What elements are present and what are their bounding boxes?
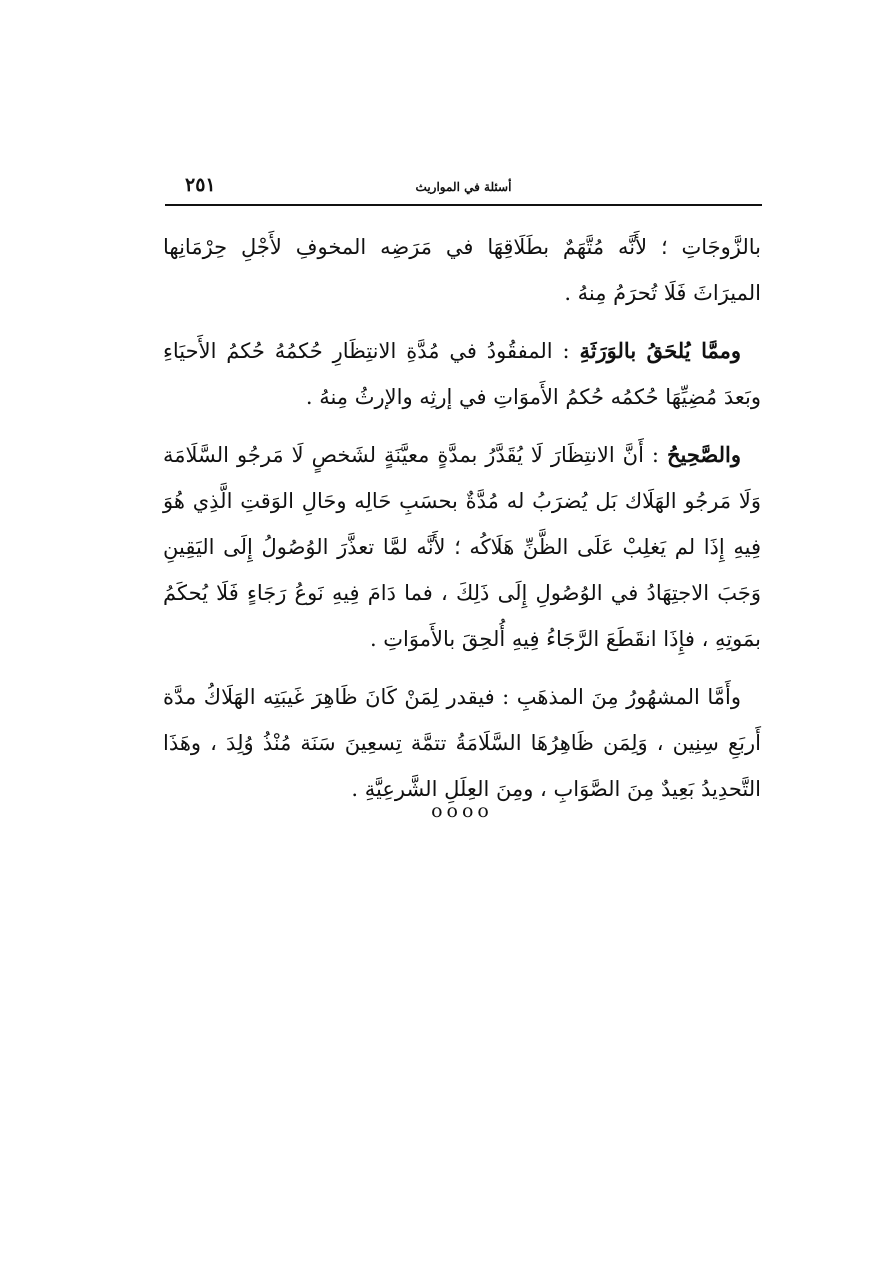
paragraph-3-lead: والصَّحِيحُ (666, 442, 741, 467)
paragraph-2-text: : المفقُودُ في مُدَّةِ الانتِظَارِ حُكمُهُ حُكمُ الأَحيَاءِ وبَعدَ مُضِيِّهَا حُكمُه حُكمُ الأَموَاتِ في إرثِه والإرثُ مِنهُ . (163, 339, 761, 409)
page-number: ٢٥١ (185, 174, 216, 196)
body-text (163, 224, 761, 812)
paragraph-1 (163, 224, 761, 316)
section-end-mark: oooo (431, 800, 493, 822)
paragraph-3-text: : أَنَّ الانتِظَارَ لَا يُقَدَّرُ بمدَّةٍ معيَّنَةٍ لشَخصٍ لَا مَرجُو السَّلَامَة وَلَا مَرجُو الهَلَاك بَل يُضرَبُ له مُدَّةٌ بحسَبِ حَالِه وحَالِ الوَقتِ الَّذِي هُوَ فِيهِ إِذَا لم يَغلِبْ عَلَى الظَّنِّ هَلَاكُه ؛ لأَنَّه لمَّا تعذَّرَ الوُصُولُ إِلَى اليَقِينِ وَجَبَ الاجتِهَادُ في الوُصُولِ إِلَى ذَلِكَ ، فما دَامَ فِيهِ نَوعُ رَجَاءٍ فَلَا يُحكَمُ بمَوتِهِ ، فإِذَا انقَطَعَ الرَّجَاءُ فِيهِ أُلحِقَ بالأَموَاتِ . (163, 443, 761, 651)
paragraph-2 (163, 328, 761, 420)
paragraph-1-text: بالزَّوجَاتِ ؛ لأَنَّه مُتَّهَمٌ بطَلَاقِهَا في مَرَضِه المخوفِ لأَجْلِ حِرْمَانِها الميرَاثَ فَلَا تُحرَمُ مِنهُ . (163, 235, 761, 305)
paragraph-4 (163, 674, 761, 812)
paragraph-2-lead: وممَّا يُلحَقُ بالوَرَثَةِ (579, 338, 741, 363)
running-title: أسئلة في المواريث (415, 180, 512, 194)
page-header (165, 172, 762, 206)
paragraph-4-text: وأَمَّا المشهُورُ مِنَ المذهَبِ : فيقدر لِمَنْ كَانَ ظَاهِرَ غَيبَتِه الهَلَاكُ مدَّة أَربَعِ سِنِين ، وَلِمَن ظَاهِرُهَا السَّلَامَةُ تتمَّة تِسعِينَ سَنَة مُنْذُ وُلِدَ ، وهَذَا التَّحدِيدُ بَعِيدٌ مِنَ الصَّوَابِ ، ومِنَ العِلَلِ الشَّرعِيَّةِ . (163, 685, 761, 801)
header-rule (165, 204, 762, 206)
paragraph-3 (163, 432, 761, 662)
